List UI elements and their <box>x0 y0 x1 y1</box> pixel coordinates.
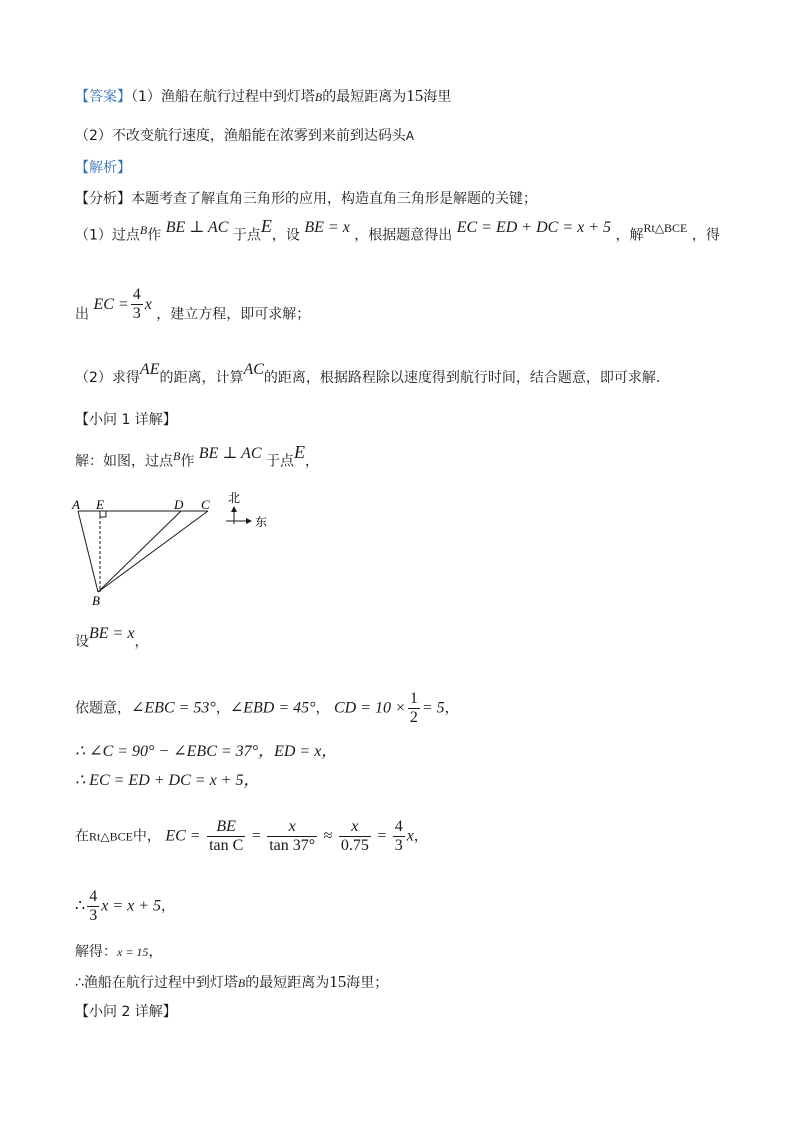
fraction <box>408 690 420 727</box>
text: 中， <box>132 828 161 845</box>
answer-number: 15 <box>406 86 424 105</box>
text: 的距离，计算 <box>159 370 244 386</box>
fraction-num: 4 <box>89 888 98 905</box>
fraction-den: 3 <box>89 907 98 924</box>
text: ， <box>134 634 149 650</box>
part1-solve <box>75 942 162 962</box>
therefore-1: ∴ ∠C = 90° − ∠EBC = 37°，ED = x， <box>75 743 338 760</box>
part1-rt <box>75 818 428 855</box>
answer-text: 海里 <box>423 89 452 105</box>
text: 作 <box>180 453 195 470</box>
analysis-line-3 <box>75 286 311 333</box>
text: （1）过点 <box>75 227 140 244</box>
fraction-den: 3 <box>132 305 141 322</box>
math-expr: Rt△BCE <box>643 220 688 235</box>
analysis-intro: 【分析】本题考查了解直角三角形的应用，构造直角三角形是解题的关键； <box>75 191 537 207</box>
text: ，设 <box>271 227 300 244</box>
math-expr: BE = x <box>89 625 135 642</box>
text: ， <box>160 898 175 915</box>
answer-tag: 【答案】 <box>75 89 131 105</box>
text: ， <box>315 700 330 717</box>
east-label: 东 <box>255 515 268 529</box>
math-expr: EC = <box>93 295 129 313</box>
north-label: 北 <box>228 491 241 505</box>
label-A: A <box>72 497 80 512</box>
fraction <box>87 888 99 925</box>
segment-AB <box>78 511 98 592</box>
math-expr: EC = ED + DC = x + 5 <box>456 218 612 236</box>
part1-therefore-eq <box>75 888 175 925</box>
answer-line-1 <box>75 86 451 107</box>
math-expr: = 5 <box>421 699 445 717</box>
analysis-line-4 <box>75 361 661 388</box>
text: ，得 <box>691 227 720 244</box>
text: ， <box>215 700 230 717</box>
therefore-2: ∴ EC = ED + DC = x + 5， <box>75 772 260 789</box>
answer-text: 的最短距离为 <box>322 89 407 105</box>
geometry-figure <box>68 488 288 608</box>
text: ，根据题意得出 <box>354 227 453 244</box>
text: 于点 <box>232 227 261 244</box>
text: 解：如图，过点 <box>75 453 173 470</box>
part2-title: 【小问 2 详解】 <box>75 1004 177 1020</box>
text: ∴渔船在航行过程中到灯塔 <box>75 975 238 991</box>
label-B: B <box>92 593 100 608</box>
text: 在 <box>75 828 89 845</box>
fraction <box>207 818 245 855</box>
fraction-den: tan 37° <box>269 837 316 854</box>
answer-line-2 <box>75 126 414 146</box>
math-expr: AC <box>243 361 264 378</box>
fraction-den: 3 <box>394 837 403 854</box>
text: ， <box>305 453 319 470</box>
fraction-den: 0.75 <box>340 837 369 854</box>
part1-set <box>75 625 149 652</box>
part1-title: 【小问 1 详解】 <box>75 412 177 428</box>
label-E: E <box>96 497 104 512</box>
label-C: C <box>201 497 210 512</box>
fraction-num: BE <box>216 818 236 835</box>
fraction-num: 4 <box>132 286 141 303</box>
east-arrow-head <box>246 518 252 524</box>
math-expr: x <box>144 295 152 313</box>
math-expr: BE = x <box>304 218 350 236</box>
text: 作 <box>147 227 162 244</box>
math-expr: EC = <box>165 827 201 845</box>
math-expr: x <box>406 827 414 845</box>
math-expr: CD = 10 × <box>333 699 406 717</box>
text: ， <box>413 828 428 845</box>
answer-number: 15 <box>329 972 347 991</box>
fraction <box>131 286 143 323</box>
point-label: B <box>237 976 246 990</box>
math-expr: ∠EBC = 53° <box>131 699 216 717</box>
fraction-den: tan C <box>209 837 244 854</box>
north-arrow-head <box>231 506 237 512</box>
text: 解得： <box>75 944 117 960</box>
text: 海里； <box>346 975 389 991</box>
point-label: B <box>173 449 181 463</box>
math-expr: x = 15 <box>117 945 149 959</box>
point-label: E <box>260 215 272 236</box>
text: （2）求得 <box>75 370 140 386</box>
fraction-num: x <box>351 818 359 835</box>
point-label: E <box>294 441 305 462</box>
text: 依题意， <box>75 700 131 717</box>
text: ， <box>148 944 163 960</box>
answer-text: （1）渔船在航行过程中到灯塔 <box>131 89 315 105</box>
part1-given <box>75 690 459 727</box>
math-expr: BE ⊥ AC <box>198 444 262 462</box>
point-label: B <box>314 90 323 104</box>
therefore-symbol: ∴ <box>75 897 86 915</box>
fraction-num: 1 <box>409 690 418 707</box>
text: ，建立方程，即可求解； <box>156 306 311 323</box>
text: ， <box>444 700 459 717</box>
math-expr: ∠EBD = 45° <box>229 699 316 717</box>
fraction <box>339 818 371 855</box>
answer-text: （2）不改变航行速度，渔船能在浓雾到来前到达码头 <box>75 128 406 144</box>
text: 设 <box>75 634 89 650</box>
point-label: B <box>139 223 148 237</box>
text: 于点 <box>266 453 294 470</box>
fraction-num: 4 <box>394 818 403 835</box>
math-expr: BE ⊥ AC <box>165 218 229 236</box>
part1-step-1 <box>75 441 319 472</box>
fraction <box>393 818 405 855</box>
analysis-tag: 【解析】 <box>75 160 131 176</box>
math-expr: = <box>251 827 261 845</box>
text: 的最短距离为 <box>245 975 330 991</box>
text: 出 <box>75 306 89 323</box>
math-expr: Rt△BCE <box>89 829 133 844</box>
fraction <box>267 818 317 855</box>
fraction-den: 2 <box>409 709 418 726</box>
math-expr: AE <box>139 361 160 378</box>
label-D: D <box>174 497 184 512</box>
analysis-line-2 <box>75 215 720 246</box>
segment-BD <box>98 511 181 592</box>
math-expr: = <box>377 827 387 845</box>
fraction-num: x <box>288 818 296 835</box>
math-expr: ≈ <box>323 827 333 845</box>
text: 的距离，根据路程除以速度得到航行时间，结合题意，即可求解. <box>263 370 661 386</box>
point-label: A <box>405 129 415 143</box>
text: ，解 <box>615 227 644 244</box>
part1-conclusion <box>75 972 388 993</box>
math-expr: x = x + 5 <box>101 897 161 915</box>
segment-BC <box>98 511 208 592</box>
